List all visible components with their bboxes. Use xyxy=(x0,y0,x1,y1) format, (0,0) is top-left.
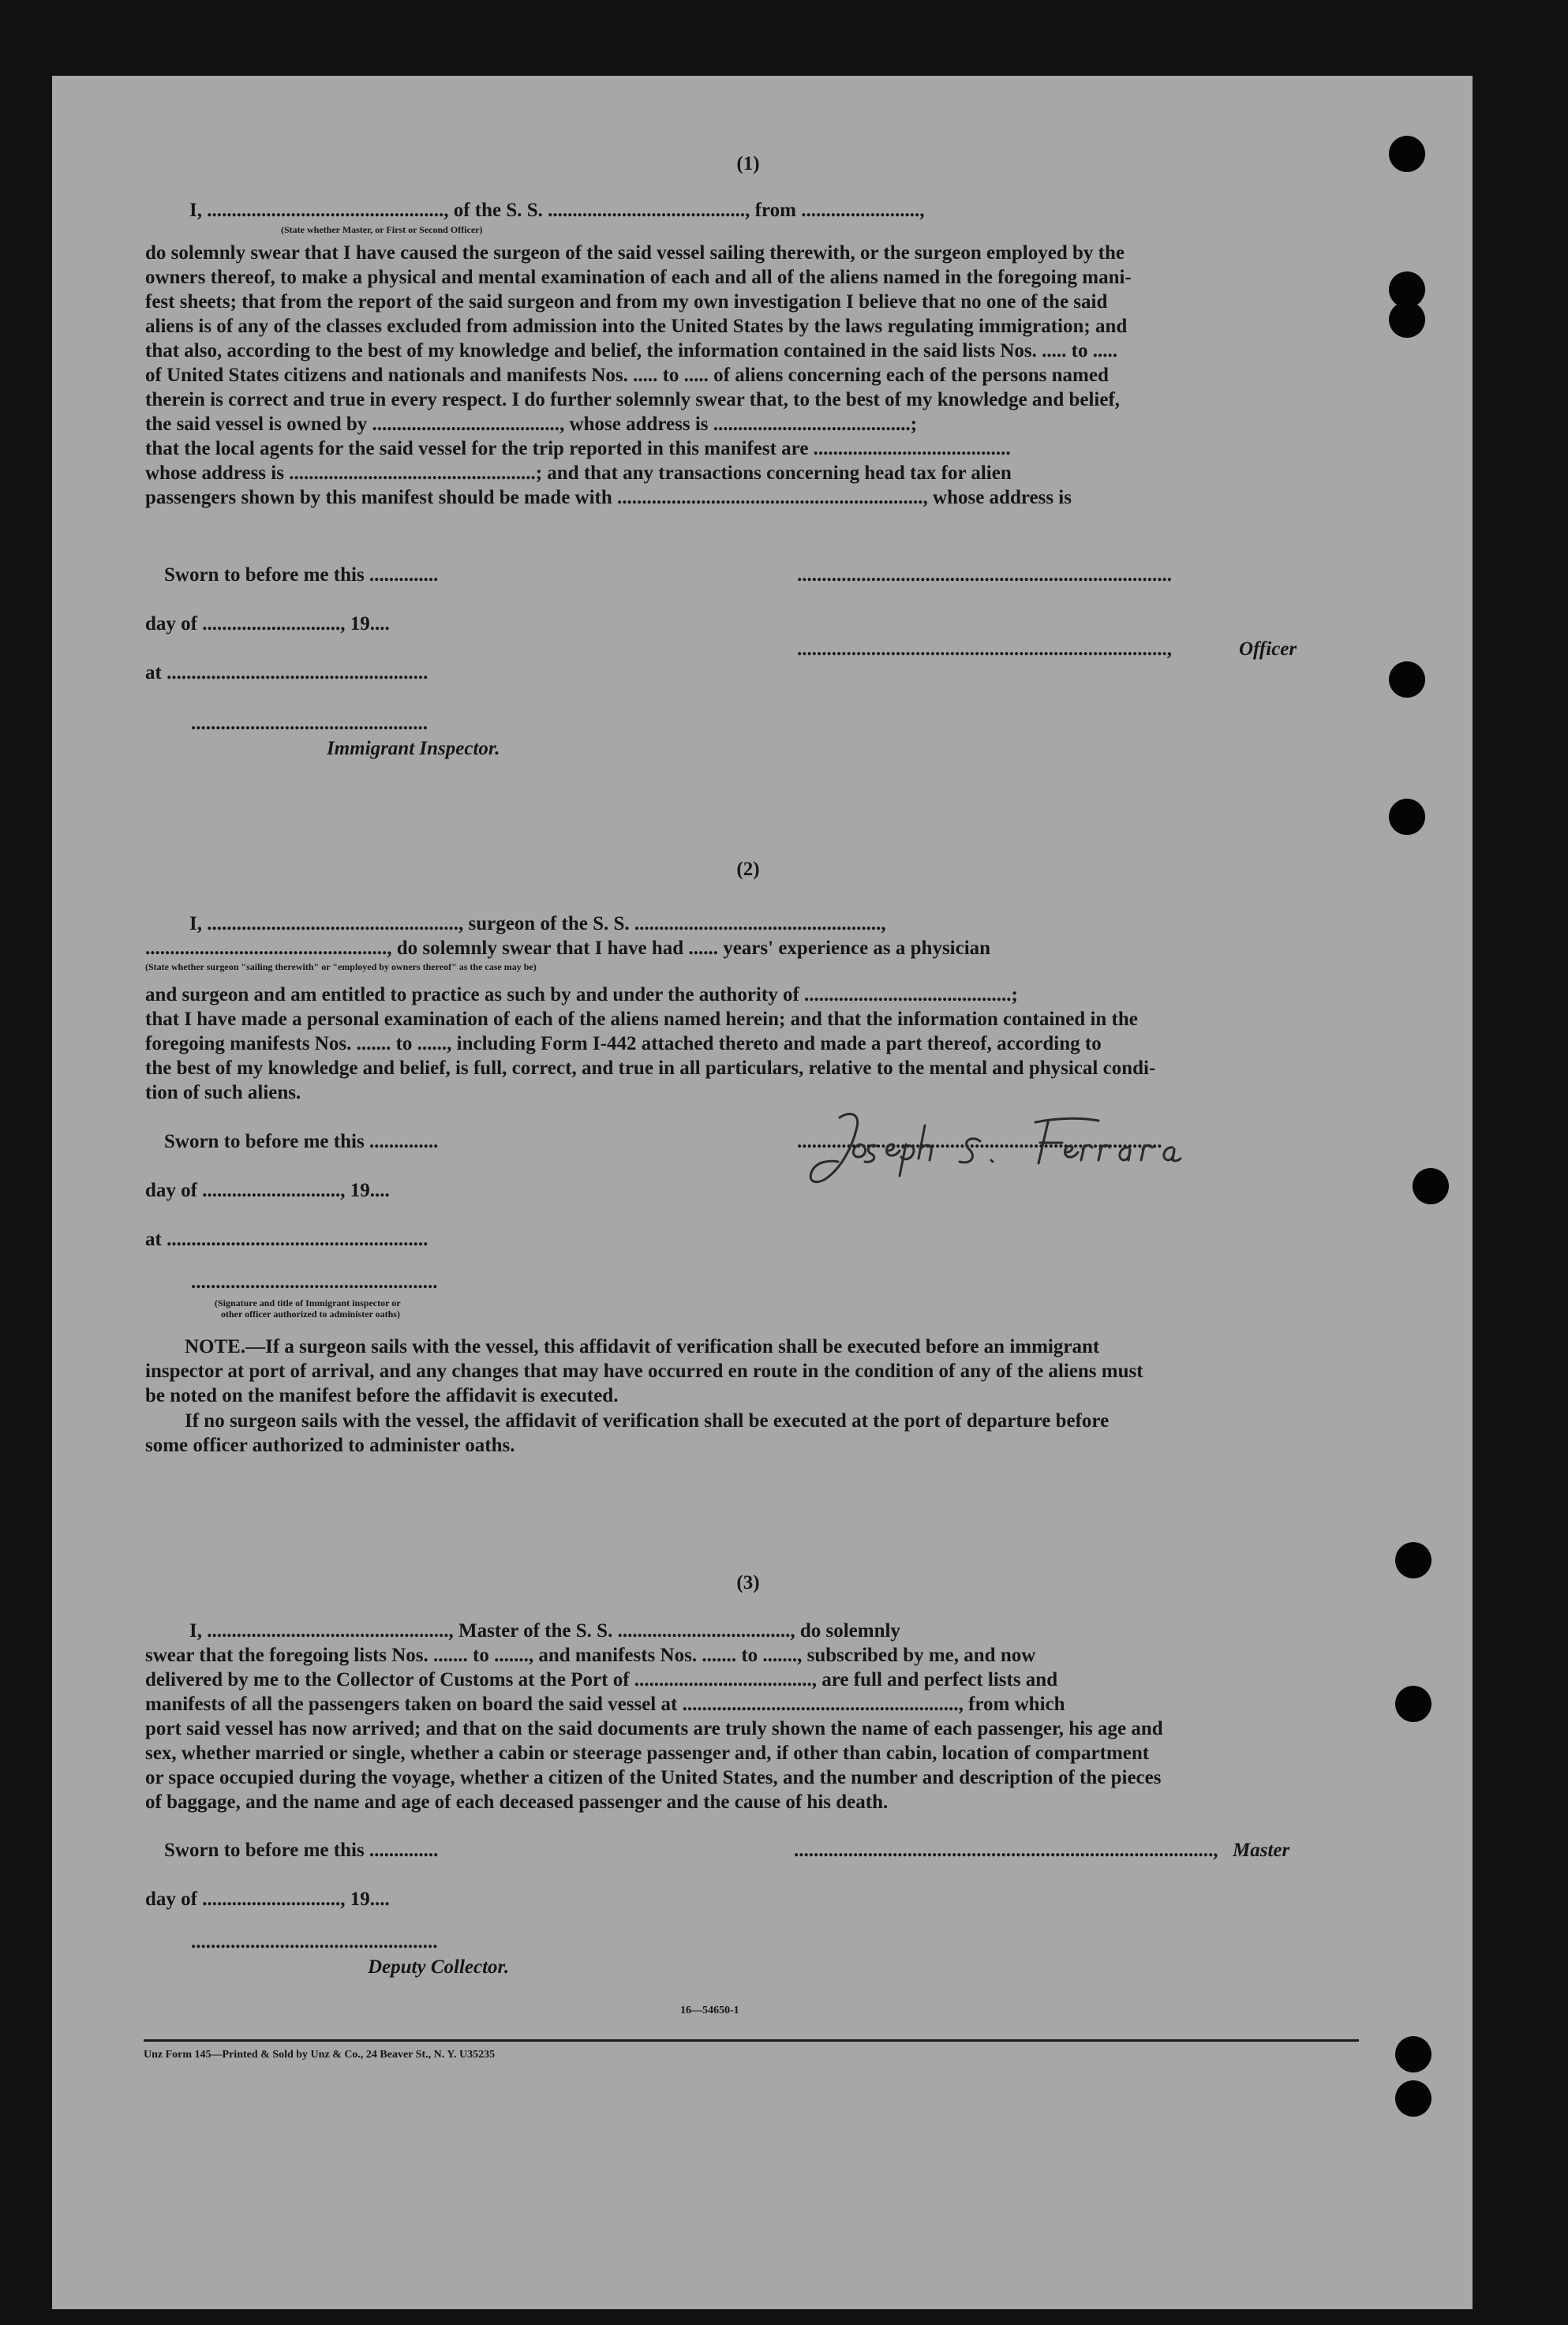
s1-sworn: Sworn to before me this .............. xyxy=(164,564,439,586)
s3-line: delivered by me to the Collector of Customs at the Port of ...................................., are full and perfect lists and xyxy=(145,1669,1058,1690)
s1-line: the said vessel is owned by ......................................, whose address is ........................................; xyxy=(145,414,918,435)
binder-hole xyxy=(1389,799,1425,835)
s1-inspector-label: Immigrant Inspector. xyxy=(327,738,500,759)
section-2-number: (2) xyxy=(736,859,760,880)
s1-line: of United States citizens and nationals and manifests Nos. ..... to ..... of aliens concerning each of the persons named xyxy=(145,365,1109,386)
s3-line: port said vessel has now arrived; and that on the said documents are truly shown the name of each passenger, his age and xyxy=(145,1718,1163,1739)
s2-note-para: NOTE.—If a surgeon sails with the vessel, this affidavit of verification shall be executed before an immigrant xyxy=(185,1336,1100,1357)
binder-hole xyxy=(1395,1686,1431,1722)
s1-line: passengers shown by this manifest should be made with .............................................................., whose address is xyxy=(145,487,1072,508)
binder-hole xyxy=(1413,1168,1449,1204)
s2-line: that I have made a personal examination of each of the aliens named herein; and that the information contained in the xyxy=(145,1009,1138,1030)
s3-line: swear that the foregoing lists Nos. ....... to ......., and manifests Nos. ....... to ......., subscribed by me, and now xyxy=(145,1645,1036,1666)
s3-line: or space occupied during the voyage, whether a citizen of the United States, and the number and description of the pieces xyxy=(145,1767,1162,1788)
s1-line: that also, according to the best of my knowledge and belief, the information contained in the said lists Nos. ..... to ..... xyxy=(145,340,1117,361)
s1-at: at ..................................................... xyxy=(145,662,428,683)
s2-note: (State whether surgeon "sailing therewith" or "employed by owners thereof" as the case may be) xyxy=(145,961,537,972)
s2-sig-dots: .................................................. xyxy=(191,1271,438,1293)
s2-sworn: Sworn to before me this .............. xyxy=(164,1131,439,1152)
s2-line: tion of such aliens. xyxy=(145,1082,301,1103)
s2-day: day of ............................, 19.... xyxy=(145,1180,390,1201)
s2-sig-label: other officer authorized to administer oaths) xyxy=(221,1309,400,1320)
s2-signature-dots: .......................................................................... xyxy=(797,1131,1162,1152)
s1-line: that the local agents for the said vessel for the trip reported in this manifest are ........................................ xyxy=(145,438,1011,459)
s1-officer-dots: ..........................................................................., xyxy=(797,638,1172,660)
s2-line: I, ..................................................., surgeon of the S. S. .................................................., xyxy=(189,913,886,934)
s1-line: do solemnly swear that I have caused the surgeon of the said vessel sailing therewith, or the surgeon employed by the xyxy=(145,242,1125,264)
s2-line: ................................................., do solemnly swear that I have had ...... years' experience as a physician xyxy=(145,938,991,959)
s3-line: sex, whether married or single, whether a cabin or steerage passenger and, if other than cabin, location of compartment xyxy=(145,1743,1150,1764)
s1-line: whose address is ..................................................; and that any transactions concerning head tax for alien xyxy=(145,462,1012,484)
s2-at: at ..................................................... xyxy=(145,1229,428,1250)
binder-hole xyxy=(1389,136,1425,172)
s3-collector-line: .................................................. xyxy=(191,1931,438,1952)
s3-day: day of ............................, 19.... xyxy=(145,1889,390,1910)
s3-line: I, ................................................., Master of the S. S. ..................................., do solemnly xyxy=(189,1620,900,1642)
s1-line: fest sheets; that from the report of the said surgeon and from my own investigation I believe that no one of the said xyxy=(145,291,1108,313)
footer-rule xyxy=(144,2039,1359,2042)
s2-note-para: inspector at port of arrival, and any changes that may have occurred en route in the condition of any of the aliens must xyxy=(145,1361,1143,1382)
section-3-number: (3) xyxy=(736,1572,760,1593)
s1-officer-label: Officer xyxy=(1239,638,1297,660)
s1-line: aliens is of any of the classes excluded from admission into the United States by the laws regulating immigration; and xyxy=(145,316,1128,337)
s1-line: I, ................................................, of the S. S. ........................................, from ........................, xyxy=(189,200,925,221)
form-code: 16—54650-1 xyxy=(680,2005,739,2016)
s1-officer-line: ............................................................................ xyxy=(797,564,1172,586)
binder-hole xyxy=(1389,661,1425,698)
s1-note: (State whether Master, or First or Second Officer) xyxy=(281,224,483,235)
s2-note-para: some officer authorized to administer oaths. xyxy=(145,1435,515,1456)
binder-hole xyxy=(1395,1542,1431,1578)
s3-line: of baggage, and the name and age of each deceased passenger and the cause of his death. xyxy=(145,1791,889,1813)
manifest-page xyxy=(52,76,1473,2309)
surgeon-signature xyxy=(794,1102,1299,1189)
s2-line: the best of my knowledge and belief, is full, correct, and true in all particulars, relative to the mental and physical condi- xyxy=(145,1058,1156,1079)
s2-note-para: If no surgeon sails with the vessel, the affidavit of verification shall be executed at the port of departure before xyxy=(185,1410,1110,1432)
s2-sig-label: (Signature and title of Immigrant inspector or xyxy=(215,1297,401,1309)
s3-line: manifests of all the passengers taken on board the said vessel at ........................................................, from which xyxy=(145,1694,1065,1715)
s1-inspector-line: ................................................ xyxy=(191,713,428,734)
s1-line: owners thereof, to make a physical and mental examination of each and all of the aliens named in the foregoing mani- xyxy=(145,267,1132,288)
s1-line: therein is correct and true in every respect. I do further solemnly swear that, to the best of my knowledge and belief, xyxy=(145,389,1121,410)
section-1-number: (1) xyxy=(736,153,760,174)
binder-hole xyxy=(1395,2036,1431,2072)
s1-day: day of ............................, 19.... xyxy=(145,613,390,635)
footer-imprint: Unz Form 145—Printed & Sold by Unz & Co., 24 Beaver St., N. Y. U35235 xyxy=(144,2049,496,2061)
s3-sworn: Sworn to before me this .............. xyxy=(164,1840,439,1861)
s2-line: foregoing manifests Nos. ....... to ......, including Form I-442 attached thereto and made a part thereof, according to xyxy=(145,1033,1102,1054)
s2-line: and surgeon and am entitled to practice as such by and under the authority of ..........................................; xyxy=(145,984,1018,1005)
binder-hole xyxy=(1395,2080,1431,2117)
s3-master-label: Master xyxy=(1233,1840,1290,1861)
s3-collector-label: Deputy Collector. xyxy=(368,1956,510,1978)
s3-master-dots: ....................................................................................., xyxy=(794,1840,1218,1861)
s2-note-para: be noted on the manifest before the affidavit is executed. xyxy=(145,1385,619,1406)
binder-hole xyxy=(1389,301,1425,338)
